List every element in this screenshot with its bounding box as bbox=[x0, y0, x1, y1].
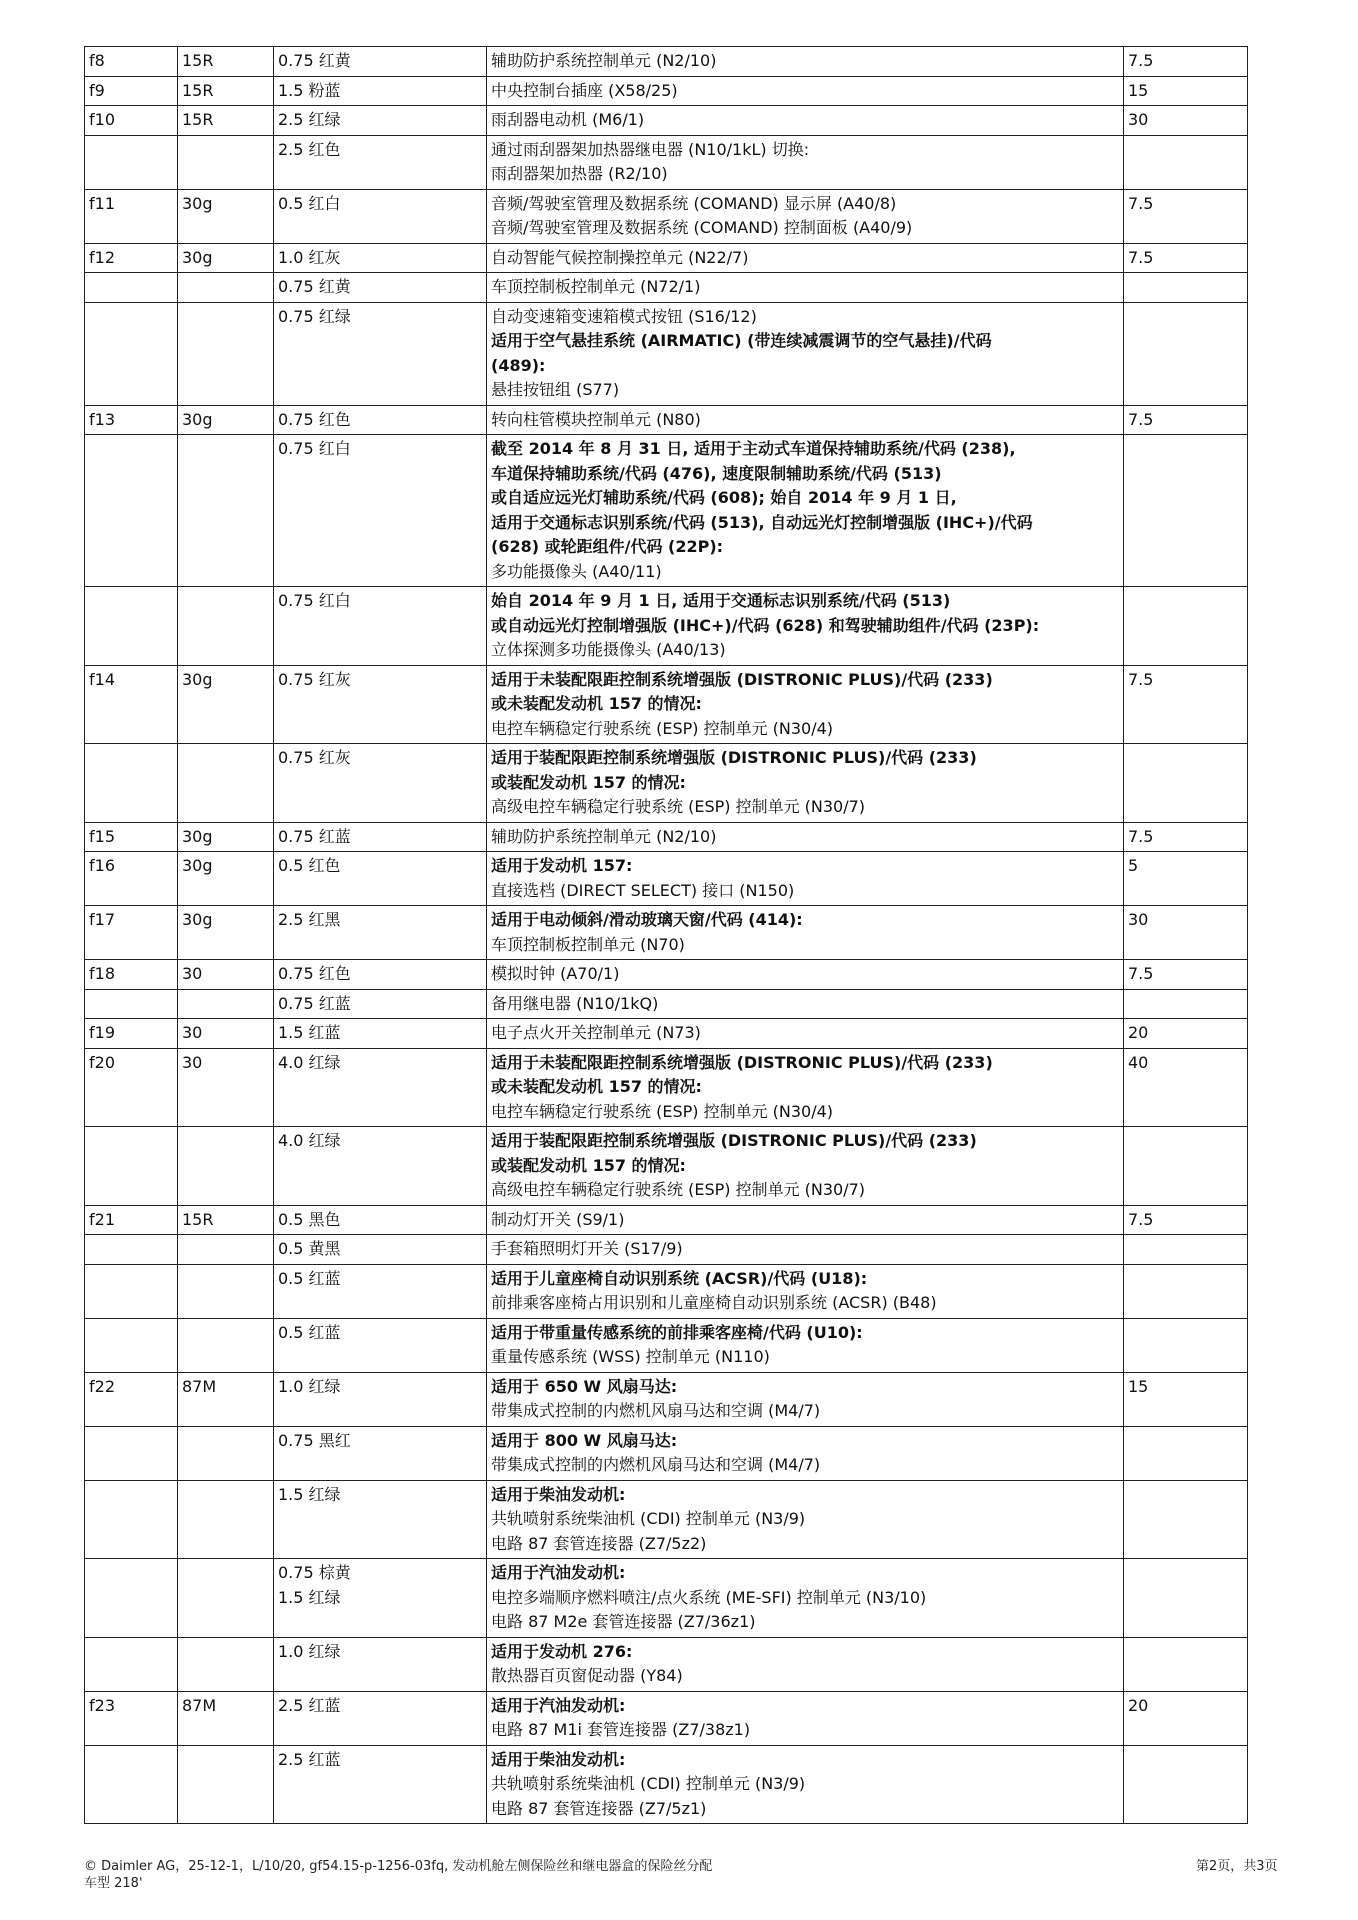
fuse-number-cell bbox=[85, 1480, 178, 1559]
fuse-number-cell: f8 bbox=[85, 47, 178, 77]
fuse-number-cell: f22 bbox=[85, 1372, 178, 1426]
condition-text: 适用于发动机 157: bbox=[491, 856, 633, 875]
wire-cell bbox=[274, 76, 487, 106]
wire-cell bbox=[274, 1019, 487, 1049]
wire-spec: 2.5 红蓝 bbox=[278, 1749, 341, 1769]
amperage-cell bbox=[1124, 587, 1248, 666]
wire-spec: 1.0 红绿 bbox=[278, 1641, 341, 1661]
description-cell bbox=[487, 243, 1124, 273]
amperage-cell bbox=[1124, 744, 1248, 823]
fuse-row bbox=[85, 106, 1248, 136]
fuse-number-cell: f9 bbox=[85, 76, 178, 106]
condition-text: 适用于汽油发动机: bbox=[491, 1563, 626, 1582]
amperage-cell: 7.5 bbox=[1124, 405, 1248, 435]
terminal-cell bbox=[178, 1559, 274, 1638]
terminal-cell: 30g bbox=[178, 852, 274, 906]
fuse-number-cell bbox=[85, 1235, 178, 1265]
wire-cell bbox=[274, 1637, 487, 1691]
condition-text: 适用于儿童座椅自动识别系统 (ACSR)/代码 (U18): bbox=[491, 1268, 868, 1288]
terminal-cell: 87M bbox=[178, 1691, 274, 1745]
component-text: 直接选档 (DIRECT SELECT) 接口 (N150) bbox=[491, 880, 795, 900]
description-cell bbox=[487, 1745, 1124, 1824]
terminal-cell: 15R bbox=[178, 47, 274, 77]
fuse-number-cell: f10 bbox=[85, 106, 178, 136]
fuse-row bbox=[85, 243, 1248, 273]
component-text: 高级电控车辆稳定行驶系统 (ESP) 控制单元 (N30/7) bbox=[491, 1180, 866, 1199]
description-cell bbox=[487, 1372, 1124, 1426]
terminal-cell: 30g bbox=[178, 243, 274, 273]
fuse-row bbox=[85, 852, 1248, 906]
fuse-row bbox=[85, 1559, 1248, 1638]
footer-copyright: © Daimler AG，25-12-1，L/10/20, gf54.15-p-1256-03fq, 发动机舱左侧保险丝和继电器盒的保险丝分配 bbox=[84, 1859, 713, 1874]
terminal-cell bbox=[178, 435, 274, 587]
amperage-cell: 20 bbox=[1124, 1691, 1248, 1745]
terminal-cell: 30g bbox=[178, 405, 274, 435]
terminal-cell bbox=[178, 1637, 274, 1691]
component-text: 高级电控车辆稳定行驶系统 (ESP) 控制单元 (N30/7) bbox=[491, 797, 866, 816]
terminal-cell bbox=[178, 1264, 274, 1318]
wire-spec: 2.5 红蓝 bbox=[278, 1695, 341, 1715]
fuse-number-cell: f19 bbox=[85, 1019, 178, 1049]
component-text: 共轨喷射系统柴油机 (CDI) 控制单元 (N3/9) bbox=[491, 1509, 806, 1528]
fuse-number-cell bbox=[85, 744, 178, 823]
component-text: 雨刮器架加热器 (R2/10) bbox=[491, 164, 668, 183]
fuse-number-cell: f14 bbox=[85, 665, 178, 744]
wire-spec: 1.5 红绿 bbox=[278, 1587, 341, 1607]
wire-cell bbox=[274, 1372, 487, 1426]
fuse-row bbox=[85, 47, 1248, 77]
fuse-number-cell bbox=[85, 135, 178, 189]
wire-cell bbox=[274, 106, 487, 136]
description-cell bbox=[487, 273, 1124, 303]
terminal-cell: 30g bbox=[178, 906, 274, 960]
terminal-cell bbox=[178, 1426, 274, 1480]
description-cell bbox=[487, 1235, 1124, 1265]
fuse-row bbox=[85, 76, 1248, 106]
wire-spec: 1.5 红蓝 bbox=[278, 1023, 341, 1042]
fuse-row bbox=[85, 435, 1248, 587]
component-text: 辅助防护系统控制单元 (N2/10) bbox=[491, 826, 717, 846]
terminal-cell bbox=[178, 1480, 274, 1559]
fuse-number-cell bbox=[85, 302, 178, 405]
description-cell bbox=[487, 906, 1124, 960]
condition-text: 适用于未装配限距控制系统增强版 (DISTRONIC PLUS)/代码 (233) bbox=[491, 1052, 993, 1072]
wire-spec: 2.5 红绿 bbox=[278, 110, 341, 129]
wire-cell bbox=[274, 1691, 487, 1745]
fuse-row bbox=[85, 1205, 1248, 1235]
component-text: 自动智能气候控制操控单元 (N22/7) bbox=[491, 247, 749, 267]
terminal-cell bbox=[178, 273, 274, 303]
fuse-row bbox=[85, 744, 1248, 823]
fuse-number-cell bbox=[85, 1264, 178, 1318]
description-cell bbox=[487, 1127, 1124, 1206]
wire-cell bbox=[274, 435, 487, 587]
terminal-cell: 15R bbox=[178, 76, 274, 106]
amperage-cell: 5 bbox=[1124, 852, 1248, 906]
component-text: 悬挂按钮组 (S77) bbox=[491, 380, 620, 399]
wire-spec: 0.75 红灰 bbox=[278, 669, 351, 689]
terminal-cell bbox=[178, 989, 274, 1019]
terminal-cell bbox=[178, 302, 274, 405]
description-cell bbox=[487, 435, 1124, 587]
component-text: 立体探测多功能摄像头 (A40/13) bbox=[491, 640, 726, 659]
description-cell bbox=[487, 135, 1124, 189]
description-cell bbox=[487, 1559, 1124, 1638]
condition-text: 或装配发动机 157 的情况: bbox=[491, 772, 686, 792]
wire-cell bbox=[274, 1048, 487, 1127]
fuse-number-cell bbox=[85, 1127, 178, 1206]
wire-spec: 0.75 红蓝 bbox=[278, 826, 351, 846]
fuse-number-cell bbox=[85, 989, 178, 1019]
amperage-cell bbox=[1124, 135, 1248, 189]
description-cell bbox=[487, 960, 1124, 990]
condition-text: 适用于空气悬挂系统 (AIRMATIC) (带连续减震调节的空气悬挂)/代码 bbox=[491, 331, 992, 350]
amperage-cell: 20 bbox=[1124, 1019, 1248, 1049]
fuse-row bbox=[85, 1048, 1248, 1127]
component-text: 重量传感系统 (WSS) 控制单元 (N110) bbox=[491, 1347, 770, 1366]
description-cell bbox=[487, 1318, 1124, 1372]
component-text: 前排乘客座椅占用识别和儿童座椅自动识别系统 (ACSR) (B48) bbox=[491, 1293, 937, 1312]
terminal-cell bbox=[178, 1745, 274, 1824]
wire-spec: 0.5 黑色 bbox=[278, 1209, 341, 1229]
condition-text: 车道保持辅助系统/代码 (476), 速度限制辅助系统/代码 (513) bbox=[491, 463, 942, 483]
wire-spec: 1.5 粉蓝 bbox=[278, 80, 341, 100]
wire-spec: 0.75 红黄 bbox=[278, 277, 351, 296]
wire-spec: 0.75 红灰 bbox=[278, 748, 351, 767]
component-text: 辅助防护系统控制单元 (N2/10) bbox=[491, 51, 717, 70]
fuse-number-cell: f15 bbox=[85, 822, 178, 852]
terminal-cell bbox=[178, 1318, 274, 1372]
description-cell bbox=[487, 822, 1124, 852]
terminal-cell: 30 bbox=[178, 1019, 274, 1049]
wire-cell bbox=[274, 1127, 487, 1206]
description-cell bbox=[487, 989, 1124, 1019]
wire-cell bbox=[274, 665, 487, 744]
amperage-cell bbox=[1124, 1559, 1248, 1638]
fuse-row bbox=[85, 302, 1248, 405]
condition-text: 适用于柴油发动机: bbox=[491, 1749, 626, 1769]
wire-spec: 1.0 红绿 bbox=[278, 1376, 341, 1396]
fuse-row bbox=[85, 665, 1248, 744]
condition-text: 适用于电动倾斜/滑动玻璃天窗/代码 (414): bbox=[491, 910, 803, 929]
wire-spec: 0.5 红蓝 bbox=[278, 1268, 341, 1288]
component-text: 电路 87 M1i 套管连接器 (Z7/38z1) bbox=[491, 1720, 751, 1739]
description-cell bbox=[487, 1019, 1124, 1049]
wire-spec: 0.5 红蓝 bbox=[278, 1322, 341, 1342]
terminal-cell: 87M bbox=[178, 1372, 274, 1426]
amperage-cell: 40 bbox=[1124, 1048, 1248, 1127]
wire-cell bbox=[274, 1264, 487, 1318]
wire-spec: 1.0 红灰 bbox=[278, 247, 341, 267]
wire-cell bbox=[274, 960, 487, 990]
amperage-cell: 7.5 bbox=[1124, 822, 1248, 852]
component-text: 车顶控制板控制单元 (N70) bbox=[491, 934, 685, 954]
amperage-cell: 7.5 bbox=[1124, 189, 1248, 243]
terminal-cell bbox=[178, 135, 274, 189]
wire-spec: 0.75 红黄 bbox=[278, 51, 351, 70]
condition-text: 始自 2014 年 9 月 1 日, 适用于交通标志识别系统/代码 (513) bbox=[491, 591, 951, 610]
condition-text: 适用于 650 W 风扇马达: bbox=[491, 1376, 678, 1396]
component-text: 带集成式控制的内燃机风扇马达和空调 (M4/7) bbox=[491, 1455, 821, 1474]
description-cell bbox=[487, 1637, 1124, 1691]
fuse-number-cell: f18 bbox=[85, 960, 178, 990]
description-cell bbox=[487, 76, 1124, 106]
amperage-cell bbox=[1124, 273, 1248, 303]
wire-spec: 0.75 红白 bbox=[278, 439, 351, 458]
wire-cell bbox=[274, 47, 487, 77]
wire-cell bbox=[274, 852, 487, 906]
wire-cell bbox=[274, 243, 487, 273]
fuse-row bbox=[85, 1691, 1248, 1745]
amperage-cell: 15 bbox=[1124, 76, 1248, 106]
component-text: 音频/驾驶室管理及数据系统 (COMAND) 控制面板 (A40/9) bbox=[491, 218, 913, 237]
condition-text: 适用于发动机 276: bbox=[491, 1641, 633, 1661]
component-text: 通过雨刮器架加热器继电器 (N10/1kL) 切换: bbox=[491, 139, 810, 159]
fuse-assignment-table bbox=[84, 46, 1248, 1824]
wire-cell bbox=[274, 135, 487, 189]
fuse-number-cell: f12 bbox=[85, 243, 178, 273]
wire-spec: 0.75 红色 bbox=[278, 964, 351, 983]
fuse-number-cell bbox=[85, 1637, 178, 1691]
wire-cell bbox=[274, 1426, 487, 1480]
amperage-cell bbox=[1124, 1318, 1248, 1372]
condition-text: 适用于装配限距控制系统增强版 (DISTRONIC PLUS)/代码 (233) bbox=[491, 748, 977, 767]
amperage-cell bbox=[1124, 1127, 1248, 1206]
amperage-cell: 7.5 bbox=[1124, 960, 1248, 990]
condition-text: 或未装配发动机 157 的情况: bbox=[491, 1077, 702, 1096]
fuse-row bbox=[85, 1745, 1248, 1824]
amperage-cell bbox=[1124, 1264, 1248, 1318]
wire-spec: 2.5 红色 bbox=[278, 139, 341, 159]
fuse-number-cell: f11 bbox=[85, 189, 178, 243]
wire-cell bbox=[274, 405, 487, 435]
wire-cell bbox=[274, 273, 487, 303]
amperage-cell bbox=[1124, 1745, 1248, 1824]
fuse-row bbox=[85, 273, 1248, 303]
condition-text: 适用于 800 W 风扇马达: bbox=[491, 1430, 678, 1450]
terminal-cell: 30 bbox=[178, 1048, 274, 1127]
condition-text: (628) 或轮距组件/代码 (22P): bbox=[491, 537, 724, 556]
wire-spec: 0.75 红蓝 bbox=[278, 993, 351, 1013]
component-text: 共轨喷射系统柴油机 (CDI) 控制单元 (N3/9) bbox=[491, 1774, 806, 1793]
wire-spec: 2.5 红黑 bbox=[278, 910, 341, 929]
component-text: 带集成式控制的内燃机风扇马达和空调 (M4/7) bbox=[491, 1401, 821, 1420]
fuse-row bbox=[85, 1235, 1248, 1265]
fuse-number-cell bbox=[85, 1318, 178, 1372]
amperage-cell bbox=[1124, 989, 1248, 1019]
condition-text: 或装配发动机 157 的情况: bbox=[491, 1155, 686, 1175]
amperage-cell bbox=[1124, 302, 1248, 405]
description-cell bbox=[487, 1691, 1124, 1745]
component-text: 电控车辆稳定行驶系统 (ESP) 控制单元 (N30/4) bbox=[491, 718, 834, 738]
component-text: 车顶控制板控制单元 (N72/1) bbox=[491, 277, 701, 296]
terminal-cell: 15R bbox=[178, 106, 274, 136]
wire-cell bbox=[274, 1745, 487, 1824]
component-text: 中央控制台插座 (X58/25) bbox=[491, 80, 678, 100]
fuse-row bbox=[85, 1264, 1248, 1318]
fuse-number-cell: f20 bbox=[85, 1048, 178, 1127]
fuse-row bbox=[85, 587, 1248, 666]
terminal-cell: 30g bbox=[178, 189, 274, 243]
fuse-row bbox=[85, 189, 1248, 243]
description-cell bbox=[487, 1205, 1124, 1235]
wire-spec: 0.5 红白 bbox=[278, 193, 341, 213]
wire-spec: 0.75 红白 bbox=[278, 591, 351, 610]
fuse-number-cell bbox=[85, 435, 178, 587]
condition-text: 截至 2014 年 8 月 31 日, 适用于主动式车道保持辅助系统/代码 (238), bbox=[491, 439, 1016, 458]
description-cell bbox=[487, 189, 1124, 243]
amperage-cell bbox=[1124, 435, 1248, 587]
fuse-row bbox=[85, 822, 1248, 852]
wire-cell bbox=[274, 302, 487, 405]
condition-text: 适用于带重量传感系统的前排乘客座椅/代码 (U10): bbox=[491, 1322, 863, 1342]
description-cell bbox=[487, 744, 1124, 823]
wire-spec: 4.0 红绿 bbox=[278, 1052, 341, 1072]
wire-cell bbox=[274, 1205, 487, 1235]
component-text: 手套箱照明灯开关 (S17/9) bbox=[491, 1239, 683, 1258]
terminal-cell: 30 bbox=[178, 960, 274, 990]
description-cell bbox=[487, 405, 1124, 435]
component-text: 电控车辆稳定行驶系统 (ESP) 控制单元 (N30/4) bbox=[491, 1101, 834, 1121]
component-text: 散热器百页窗促动器 (Y84) bbox=[491, 1666, 683, 1685]
wire-spec: 4.0 红绿 bbox=[278, 1131, 341, 1150]
terminal-cell bbox=[178, 744, 274, 823]
wire-spec: 1.5 红绿 bbox=[278, 1484, 341, 1504]
component-text: 电路 87 套管连接器 (Z7/5z1) bbox=[491, 1798, 707, 1818]
amperage-cell: 15 bbox=[1124, 1372, 1248, 1426]
amperage-cell bbox=[1124, 1480, 1248, 1559]
wire-spec: 0.75 红绿 bbox=[278, 306, 351, 326]
fuse-row bbox=[85, 989, 1248, 1019]
description-cell bbox=[487, 302, 1124, 405]
wire-spec: 0.75 红色 bbox=[278, 409, 351, 429]
component-text: 电控多端顺序燃料喷注/点火系统 (ME-SFI) 控制单元 (N3/10) bbox=[491, 1587, 927, 1607]
footer bbox=[84, 1858, 712, 1892]
terminal-cell: 30g bbox=[178, 665, 274, 744]
component-text: 转向柱管模块控制单元 (N80) bbox=[491, 409, 701, 429]
fuse-row bbox=[85, 405, 1248, 435]
fuse-row bbox=[85, 1127, 1248, 1206]
component-text: 模拟时钟 (A70/1) bbox=[491, 964, 620, 983]
component-text: 多功能摄像头 (A40/11) bbox=[491, 561, 662, 581]
wire-cell bbox=[274, 822, 487, 852]
fuse-number-cell bbox=[85, 1745, 178, 1824]
fuse-row bbox=[85, 1372, 1248, 1426]
wire-cell bbox=[274, 1318, 487, 1372]
component-text: 音频/驾驶室管理及数据系统 (COMAND) 显示屏 (A40/8) bbox=[491, 193, 897, 213]
fuse-number-cell: f13 bbox=[85, 405, 178, 435]
condition-text: 或自动远光灯控制增强版 (IHC+)/代码 (628) 和驾驶辅助组件/代码 (23P): bbox=[491, 615, 1040, 635]
fuse-number-cell bbox=[85, 273, 178, 303]
component-text: 备用继电器 (N10/1kQ) bbox=[491, 993, 659, 1013]
amperage-cell bbox=[1124, 1426, 1248, 1480]
wire-cell bbox=[274, 906, 487, 960]
fuse-row bbox=[85, 1480, 1248, 1559]
component-text: 自动变速箱变速箱模式按钮 (S16/12) bbox=[491, 306, 757, 326]
fuse-table-body bbox=[85, 47, 1248, 1824]
component-text: 电路 87 套管连接器 (Z7/5z2) bbox=[491, 1533, 707, 1553]
wire-cell bbox=[274, 989, 487, 1019]
wire-cell bbox=[274, 1480, 487, 1559]
condition-text: 或自适应远光灯辅助系统/代码 (608); 始自 2014 年 9 月 1 日, bbox=[491, 488, 957, 507]
fuse-number-cell bbox=[85, 1559, 178, 1638]
condition-text: 适用于未装配限距控制系统增强版 (DISTRONIC PLUS)/代码 (233) bbox=[491, 669, 993, 689]
description-cell bbox=[487, 106, 1124, 136]
fuse-row bbox=[85, 960, 1248, 990]
amperage-cell: 30 bbox=[1124, 106, 1248, 136]
wire-spec: 0.75 棕黄 bbox=[278, 1563, 351, 1582]
terminal-cell bbox=[178, 1235, 274, 1265]
fuse-row bbox=[85, 1637, 1248, 1691]
description-cell bbox=[487, 852, 1124, 906]
condition-text: 适用于汽油发动机: bbox=[491, 1695, 626, 1715]
wire-cell bbox=[274, 189, 487, 243]
component-text: 制动灯开关 (S9/1) bbox=[491, 1209, 625, 1229]
wire-cell bbox=[274, 744, 487, 823]
condition-text: 适用于柴油发动机: bbox=[491, 1484, 626, 1504]
fuse-number-cell: f21 bbox=[85, 1205, 178, 1235]
amperage-cell: 7.5 bbox=[1124, 47, 1248, 77]
page-number: 第2页，共3页 bbox=[1196, 1859, 1278, 1874]
fuse-row bbox=[85, 1318, 1248, 1372]
fuse-row bbox=[85, 1426, 1248, 1480]
component-text: 电子点火开关控制单元 (N73) bbox=[491, 1023, 701, 1042]
fuse-number-cell bbox=[85, 1426, 178, 1480]
fuse-row bbox=[85, 906, 1248, 960]
condition-text: 或未装配发动机 157 的情况: bbox=[491, 694, 702, 713]
fuse-row bbox=[85, 1019, 1248, 1049]
wire-cell bbox=[274, 587, 487, 666]
amperage-cell: 7.5 bbox=[1124, 243, 1248, 273]
description-cell bbox=[487, 665, 1124, 744]
fuse-number-cell: f16 bbox=[85, 852, 178, 906]
condition-text: 适用于交通标志识别系统/代码 (513), 自动远光灯控制增强版 (IHC+)/代码 bbox=[491, 512, 1033, 532]
description-cell bbox=[487, 1426, 1124, 1480]
terminal-cell: 15R bbox=[178, 1205, 274, 1235]
fuse-row bbox=[85, 135, 1248, 189]
component-text: 电路 87 M2e 套管连接器 (Z7/36z1) bbox=[491, 1612, 756, 1631]
condition-text: 适用于装配限距控制系统增强版 (DISTRONIC PLUS)/代码 (233) bbox=[491, 1131, 977, 1150]
fuse-number-cell: f23 bbox=[85, 1691, 178, 1745]
description-cell bbox=[487, 587, 1124, 666]
fuse-number-cell bbox=[85, 587, 178, 666]
terminal-cell: 30g bbox=[178, 822, 274, 852]
wire-spec: 0.5 红色 bbox=[278, 856, 341, 875]
description-cell bbox=[487, 1048, 1124, 1127]
fuse-number-cell: f17 bbox=[85, 906, 178, 960]
wire-spec: 0.5 黄黑 bbox=[278, 1239, 341, 1258]
wire-spec: 0.75 黑红 bbox=[278, 1430, 351, 1450]
description-cell bbox=[487, 47, 1124, 77]
amperage-cell: 7.5 bbox=[1124, 1205, 1248, 1235]
description-cell bbox=[487, 1264, 1124, 1318]
terminal-cell bbox=[178, 587, 274, 666]
amperage-cell bbox=[1124, 1637, 1248, 1691]
amperage-cell bbox=[1124, 1235, 1248, 1265]
wire-cell bbox=[274, 1235, 487, 1265]
wire-cell bbox=[274, 1559, 487, 1638]
amperage-cell: 7.5 bbox=[1124, 665, 1248, 744]
description-cell bbox=[487, 1480, 1124, 1559]
condition-text: (489): bbox=[491, 355, 546, 375]
terminal-cell bbox=[178, 1127, 274, 1206]
footer-model: 车型 218' bbox=[84, 1876, 143, 1891]
component-text: 雨刮器电动机 (M6/1) bbox=[491, 110, 645, 129]
amperage-cell: 30 bbox=[1124, 906, 1248, 960]
